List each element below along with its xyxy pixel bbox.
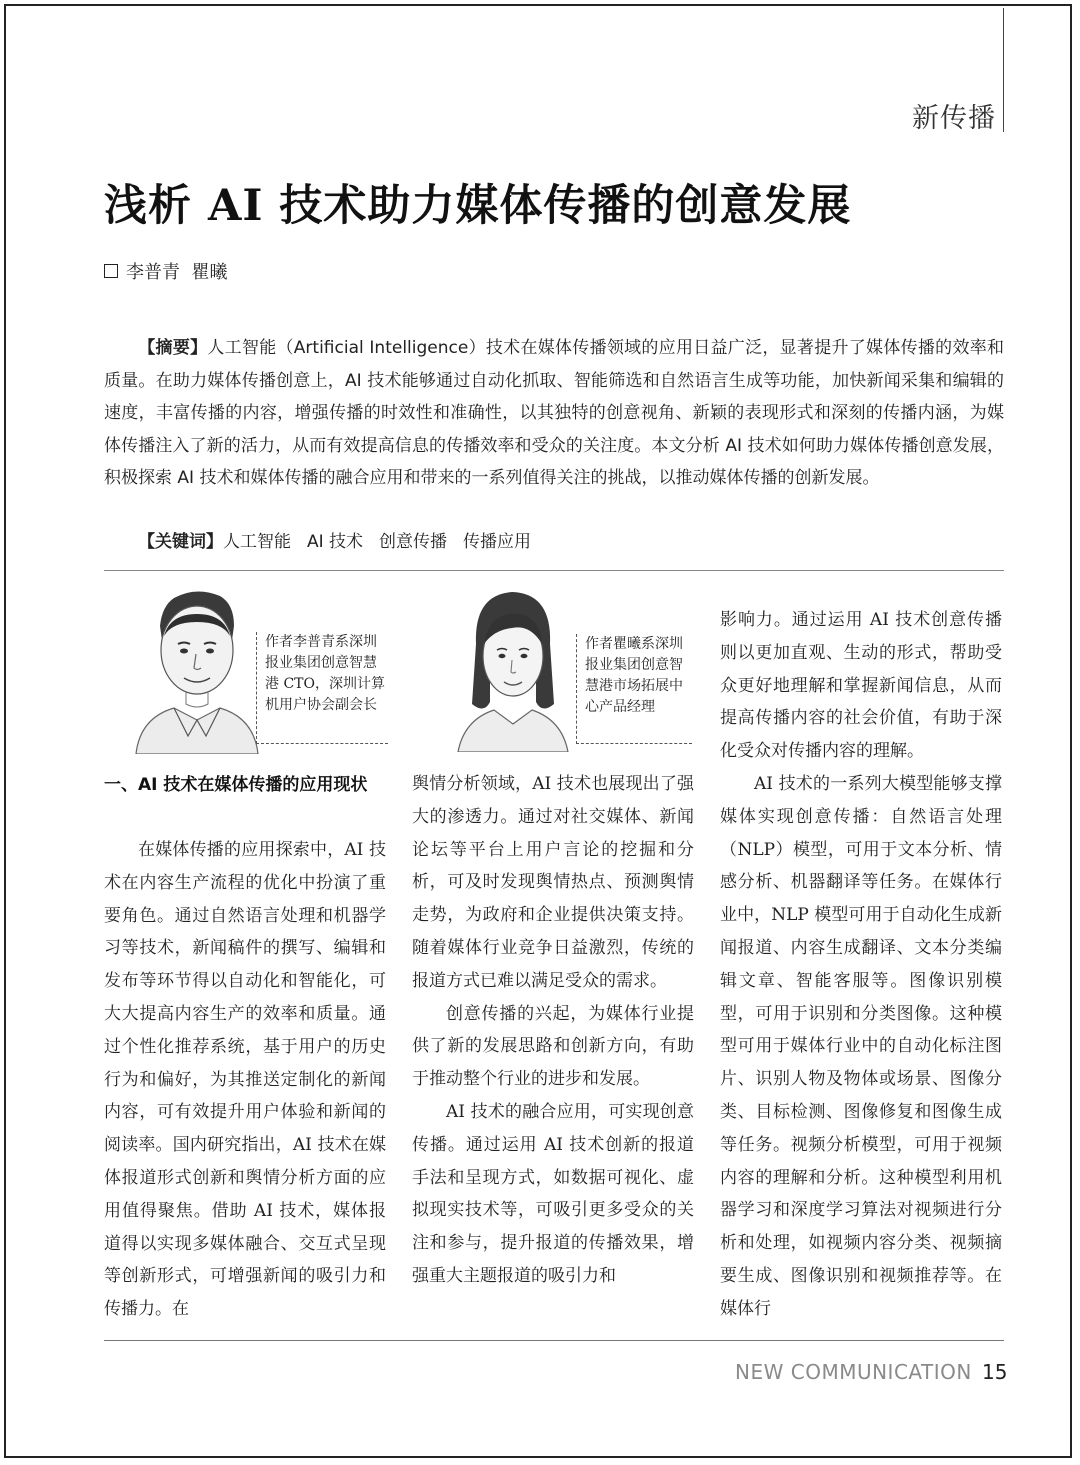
body-column-1 xyxy=(104,834,386,1326)
paragraph: 创意传播的兴起，为媒体行业提供了新的发展思路和创新方向，有助于推动整个行业的进步和发展。 xyxy=(412,1003,694,1090)
journal-name: NEW COMMUNICATION xyxy=(735,1360,972,1384)
paragraph: AI 技术的一系列大模型能够支撑媒体实现创意传播：自然语言处理（NLP）模型，可用于文本分析、情感分析、机器翻译等任务。在媒体行业中，NLP 模型可用于自动化生成新闻报道、内容生成翻译、文本分类编辑文章、智能客服等。图像识别模型，可用于识别和分类图像。这种模型可用于媒体行业中的自动化标注图片、识别人物及物体或场景、图像分类、目标检测、图像修复和图像生成等任务。视频分析模型，可用于视频内容的理解和分析。这种模型利用机器学习和深度学习算法对视频进行分析和处理，如视频内容分类、视频摘要生成、图像识别和视频推荐等。在媒体行 xyxy=(720,773,1002,1319)
keywords-label: 【关键词】 xyxy=(138,532,223,552)
keyword-item: 创意传播 xyxy=(379,532,448,552)
authors-text: 李普青 瞿曦 xyxy=(126,262,228,283)
footer-divider xyxy=(104,1340,1004,1341)
paragraph: 在媒体传播的应用探索中，AI 技术在内容生产流程的优化中扮演了重要角色。通过自然语言处理和机器学习等技术，新闻稿件的撰写、编辑和发布等环节得以自动化和智能化，可大大提高内容生产的效率和质量。通过个性化推荐系统，基于用户的历史行为和偏好，为其推送定制化的新闻内容，可有效提升用户体验和新闻的阅读率。国内研究指出，AI 技术在媒体报道形式创新和舆情分析方面的应用值得聚焦。借助 AI 技术，媒体报道得以实现多媒体融合、交互式呈现等创新形式，可增强新闻的吸引力和传播力。在 xyxy=(104,840,386,1320)
section-tag: 新传播 xyxy=(912,103,996,134)
keyword-item: 传播应用 xyxy=(463,532,532,552)
section-heading-1: 一、AI 技术在媒体传播的应用现状 xyxy=(104,775,368,795)
article-title: 浅析 AI 技术助力媒体传播的创意发展 xyxy=(104,181,852,231)
abstract-divider xyxy=(104,570,1004,571)
author1-portrait xyxy=(134,586,260,754)
keyword-item: AI 技术 xyxy=(307,532,364,552)
body-column-2 xyxy=(412,768,694,1293)
keyword-item: 人工智能 xyxy=(223,532,291,552)
author1-note: 作者李普青系深圳报业集团创意智慧港 CTO，深圳计算机用户协会副会长 xyxy=(256,632,388,744)
author2-portrait xyxy=(450,584,576,752)
body-column-3 xyxy=(720,604,1002,1326)
abstract-text: 人工智能（Artificial Intelligence）技术在媒体传播领域的应用日益广泛，显著提升了媒体传播的效率和质量。在助力媒体传播创意上，AI 技术能够通过自动化抓取、智能筛选和自然语言生成等功能，加快新闻采集和编辑的速度，丰富传播的内容，增强传播的时效性和准确性，以其独特的创意视角、新颖的表现形式和深刻的传播内涵，为媒体传播注入了新的活力，从而有效提高信息的传播效率和受众的关注度。本文分析 AI 技术如何助力媒体传播创意发展，积极探索 AI 技术和媒体传播的融合应用和带来的一系列值得关注的挑战，以推动媒体传播的创新发展。 xyxy=(104,338,1004,488)
author2-note: 作者瞿曦系深圳报业集团创意智慧港市场拓展中心产品经理 xyxy=(576,634,692,744)
paragraph: AI 技术的融合应用，可实现创意传播。通过运用 AI 技术创新的报道手法和呈现方式，如数据可视化、虚拟现实技术等，可吸引更多受众的关注和参与，提升报道的传播效果，增强重大主题报道的吸引力和 xyxy=(412,1101,694,1286)
abstract xyxy=(104,332,1004,495)
abstract-label: 【摘要】 xyxy=(138,338,208,358)
page-number: 15 xyxy=(982,1360,1008,1384)
article-authors xyxy=(104,258,227,284)
paragraph: 舆情分析领域，AI 技术也展现出了强大的渗透力。通过对社交媒体、新闻论坛等平台上用户言论的挖掘和分析，可及时发现舆情热点、预测舆情走势，为政府和企业提供决策支持。随着媒体行业竞争日益激烈，传统的报道方式已难以满足受众的需求。 xyxy=(412,774,694,991)
keywords xyxy=(104,528,1004,556)
paragraph: 影响力。通过运用 AI 技术创意传播则以更加直观、生动的形式，帮助受众更好地理解和掌握新闻信息，从而提高传播内容的社会价值，有助于深化受众对传播内容的理解。 xyxy=(720,610,1002,762)
header-rule xyxy=(1003,8,1004,132)
square-icon xyxy=(104,264,118,278)
